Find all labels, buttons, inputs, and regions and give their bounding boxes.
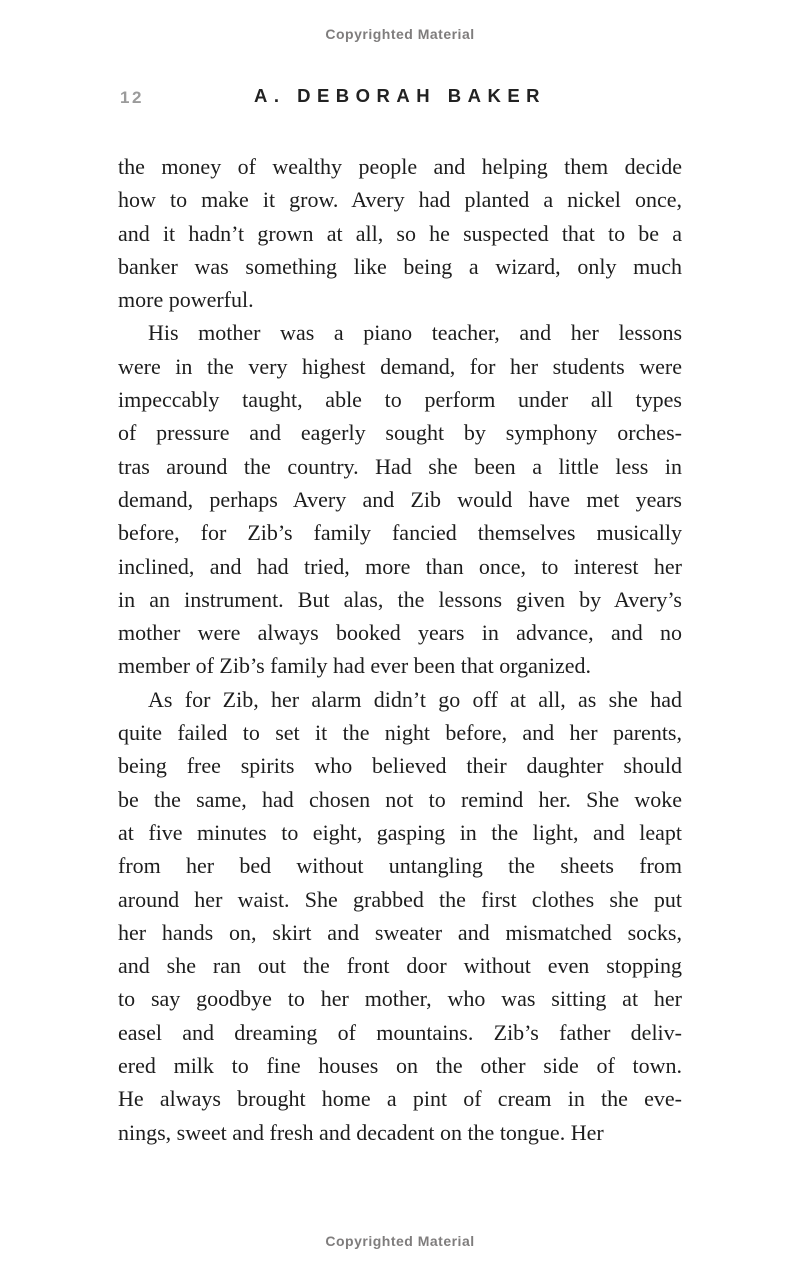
text-line: the money of wealthy people and helping them decide xyxy=(118,154,682,179)
text-line: He always brought home a pint of cream in the eve- xyxy=(118,1086,682,1112)
text-line: were in the very highest demand, for her students were xyxy=(118,353,682,379)
body-text xyxy=(118,150,682,1149)
text-line: easel and dreaming of mountains. Zib’s father deliv- xyxy=(118,1019,682,1045)
text-line: in an instrument. But alas, the lessons given by Avery’s xyxy=(118,586,682,612)
running-header-row xyxy=(118,85,682,111)
text-line: member of Zib’s family had ever been that organized. xyxy=(118,653,592,679)
page-number: 12 xyxy=(120,88,144,107)
text-line: around her waist. She grabbed the first clothes she put xyxy=(118,886,682,912)
text-line: impeccably taught, able to perform under all types xyxy=(118,387,682,413)
text-line: her hands on, skirt and sweater and mismatched socks, xyxy=(118,919,682,945)
copyright-notice-bottom: Copyrighted Material xyxy=(325,1233,475,1249)
text-line: how to make it grow. Avery had planted a nickel once, xyxy=(118,187,682,213)
text-line: ered milk to fine houses on the other side of town. xyxy=(118,1053,682,1079)
text-line: to say goodbye to her mother, who was sitting at her xyxy=(118,986,682,1012)
running-header-author: A. DEBORAH BAKER xyxy=(253,85,547,106)
text-line: at five minutes to eight, gasping in the light, and leapt xyxy=(118,819,682,845)
text-line: from her bed without untangling the sheets from xyxy=(118,853,682,879)
text-line: banker was something like being a wizard, only much xyxy=(118,253,682,279)
text-line: of pressure and eagerly sought by symphony orches- xyxy=(118,420,682,446)
text-line: be the same, had chosen not to remind her. She woke xyxy=(118,786,682,812)
text-line: before, for Zib’s family fancied themselves musically xyxy=(118,520,682,546)
text-line: and she ran out the front door without even stopping xyxy=(118,953,682,979)
text-line: His mother was a piano teacher, and her lessons xyxy=(148,320,682,346)
text-line: more powerful. xyxy=(118,287,254,313)
text-line: As for Zib, her alarm didn’t go off at all, as she had xyxy=(148,686,682,712)
text-line: mother were always booked years in advance, and no xyxy=(118,620,682,646)
text-line: demand, perhaps Avery and Zib would have met years xyxy=(118,486,682,512)
text-line: nings, sweet and fresh and decadent on the tongue. Her xyxy=(118,1119,604,1145)
text-line: quite failed to set it the night before, and her parents, xyxy=(118,720,682,746)
text-line: and it hadn’t grown at all, so he suspected that to be a xyxy=(118,220,682,246)
text-line: inclined, and had tried, more than once, to interest her xyxy=(118,553,682,579)
copyright-notice-top: Copyrighted Material xyxy=(325,26,475,42)
text-line: tras around the country. Had she been a little less in xyxy=(118,453,682,479)
text-line: being free spirits who believed their daughter should xyxy=(118,753,682,779)
